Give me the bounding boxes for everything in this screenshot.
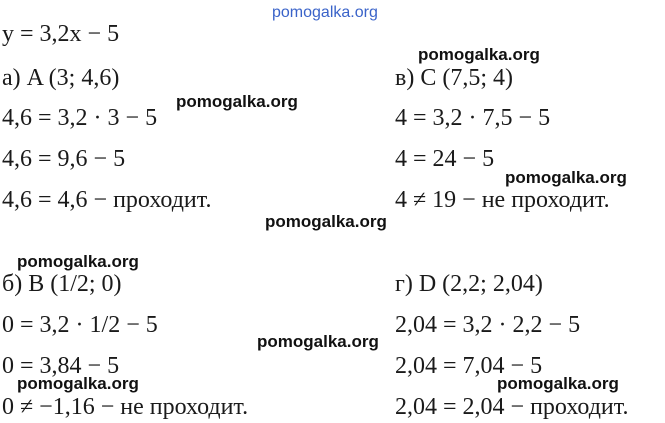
part-v-line-3: 4 ≠ 19 − не проходит. xyxy=(395,187,610,213)
watermark-6: pomogalka.org xyxy=(257,332,379,351)
part-a-line-2: 4,6 = 9,6 − 5 xyxy=(2,146,126,172)
watermark-4: pomogalka.org xyxy=(265,212,387,231)
watermark-top: pomogalka.org xyxy=(272,4,378,21)
part-b-line-1: 0 = 3,2 · 1/2 − 5 xyxy=(2,312,158,338)
part-v-line-1: 4 = 3,2 · 7,5 − 5 xyxy=(395,105,551,131)
watermark-3: pomogalka.org xyxy=(505,168,627,187)
watermark-8: pomogalka.org xyxy=(497,374,619,393)
part-b-line-2: 0 = 3,84 − 5 xyxy=(2,353,120,379)
part-v-header: в) C (7,5; 4) xyxy=(395,65,513,91)
watermark-7: pomogalka.org xyxy=(17,374,139,393)
part-a-line-1: 4,6 = 3,2 · 3 − 5 xyxy=(2,105,158,131)
part-v-line-2: 4 = 24 − 5 xyxy=(395,146,495,172)
part-g-line-1: 2,04 = 3,2 · 2,2 − 5 xyxy=(395,312,581,338)
watermark-2: pomogalka.org xyxy=(176,92,298,111)
equation: y = 3,2x − 5 xyxy=(2,21,120,47)
part-g-line-3: 2,04 = 2,04 − проходит. xyxy=(395,394,629,420)
watermark-1: pomogalka.org xyxy=(418,45,540,64)
watermark-5: pomogalka.org xyxy=(17,252,139,271)
part-b-header: б) B (1/2; 0) xyxy=(2,271,122,297)
part-g-line-2: 2,04 = 7,04 − 5 xyxy=(395,353,543,379)
part-a-header: а) A (3; 4,6) xyxy=(2,65,120,91)
part-g-header: г) D (2,2; 2,04) xyxy=(395,271,543,297)
part-a-line-3: 4,6 = 4,6 − проходит. xyxy=(2,187,212,213)
part-b-line-3: 0 ≠ −1,16 − не проходит. xyxy=(2,394,249,420)
